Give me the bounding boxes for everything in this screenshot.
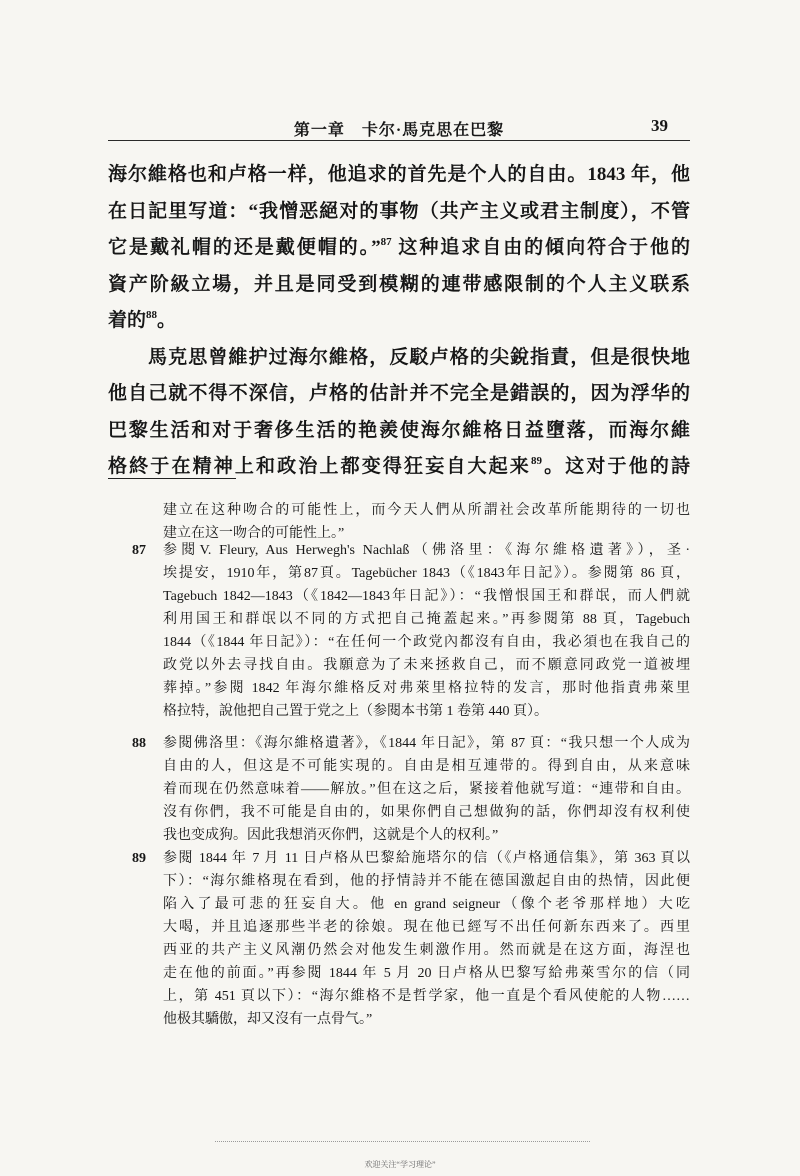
footnote-ref-89[interactable]: 89 [530,455,542,467]
footnote-line: 西亚的共产主义风潮仍然会对他发生刺激作用。然而就是在这方面，海涅也 [163,943,690,958]
text-line [108,413,690,450]
footnote-line: 我也变成狗。因此我想消灭你們，这就是个人的权利。” [163,828,499,843]
footnote-line: 参閱佛洛里：《海尔維格遺著》，《1844 年日記》，第 87 頁：“我只想一个人成为 [163,736,690,751]
footnote-line: 参閱 1844 年 7 月 11 日卢格从巴黎給施塔尔的信（《卢格通信集》，第 363 頁以 [163,851,690,866]
running-header [108,113,690,141]
text-segment: 資产阶級立場，并且是同受到模糊的連带感限制的个人主义联系 [108,273,690,295]
footnote-line: 参閱V. Fleury, Aus Herwegh's Nachlaß（佛洛里：《海尔維格遺著》），圣· [163,543,690,558]
text-segment: 着的 [108,310,147,331]
page-number: 39 [651,116,668,135]
text-segment: 它是戴礼帽的还是戴便帽的。” [108,237,381,258]
scan-dotted-line [215,1141,590,1142]
chapter-title: 第一章 卡尔·馬克思在巴黎 [293,122,505,139]
text-line [108,376,690,413]
footnote-line: 利用国王和群氓以不同的方式把自己掩蓋起来。”再参閱第 88 頁，Tagebuch [163,612,690,627]
footnote-line: 葬掉。”参閱 1842 年海尔維格反对弗萊里格拉特的发言，那时他指責弗萊里 [163,681,690,696]
footnote-number: 87 [132,543,146,558]
text-line [108,194,690,231]
text-segment: 。 [157,310,177,331]
footnote-text [163,539,690,723]
footnote-line: 建立在这一吻合的可能性上。” [163,526,345,541]
footnote-separator [108,478,236,479]
footnote-line: 政党以外去寻找自由。我願意为了未来拯救自己，而不願意同政党一道被埋 [163,658,690,673]
main-text [108,157,690,486]
footnote-line: 埃提安，1910年，第87頁。Tagebücher 1843（《1843年日記》）。参閱第 86 頁， [163,566,690,581]
text-segment: 馬克思曾維护过海尔維格，反駁卢格的尖銳指責，但是很快地 [148,346,690,368]
text-segment: 在日記里写道：“我憎恶絕对的事物（共产主义或君主制度），不管 [108,200,690,222]
footnote-line: 走在他的前面。”再参閱 1844 年 5 月 20 日卢格从巴黎写給弗萊雪尔的信（同 [163,966,690,981]
footnote-line: 格拉特，說他把自己置于党之上（参閱本书第 1 卷第 440 頁）。 [163,704,548,719]
footnote-text [163,847,690,1031]
text-line [108,157,690,194]
text-line [108,267,690,304]
footnote-line: 陷入了最可悲的狂妄自大。他 en grand seigneur（像个老爷那样地）大吃 [163,897,690,912]
watermark-text: 欢迎关注“学习理论” [364,1160,436,1169]
footnote-number: 89 [132,851,146,866]
footnote-ref-87[interactable]: 87 [380,236,392,248]
text-segment: 海尔維格也和卢格一样，他追求的首先是个人的自由。1843 年，他 [108,164,690,185]
text-line [108,303,690,340]
text-line [108,230,690,267]
footnote-number: 88 [132,736,146,751]
text-segment: 他自己就不得不深信，卢格的估計并不完全是錯誤的，因为浮华的 [108,383,690,404]
text-segment: 。这对于他的詩 [541,456,690,477]
footnote-line: 着而现在仍然意味着——解放。”但在这之后，紧接着他就写道：“連带和自由。 [163,782,690,797]
footnote-line: 建立在这种吻合的可能性上，而今天人們从所謂社会改革所能期待的一切也 [163,503,690,518]
text-line [108,449,690,486]
text-segment: 这种追求自由的傾向符合于他的 [391,237,690,258]
footnote-line: 他极其驕傲，却又沒有一点骨气。” [163,1012,373,1027]
footnote-line: 沒有你們，我不可能是自由的，如果你們自己想做狗的話，你們却沒有权利使 [163,805,690,820]
footnote-line: 大喝，并且追逐那些半老的徐娘。現在他已經写不出任何新东西来了。西里 [163,920,690,935]
footnote-line: Tagebuch 1842—1843（《1842—1843年日記》）：“我憎恨国王和群氓，而人們就 [163,589,690,604]
footnote-line: 自由的人，但这是不可能实現的。自由是相互連带的。得到自由，从来意味 [163,759,690,774]
footnote-line: 1844（《1844 年日記》）：“在任何一个政党內都沒有自由，我必須也在我自己的 [163,635,690,650]
text-segment: 巴黎生活和对于奢侈生活的艳羨使海尔維格日益墮落，而海尔維 [108,419,690,441]
footnote-ref-88[interactable]: 88 [146,309,158,321]
footnote-line: 下）：“海尔維格現在看到，他的抒情詩并不能在德国激起自由的热情，因此便 [163,874,690,889]
footnote-line: 上，第 451 頁以下）：“海尔維格不是哲学家，他一直是个看风使舵的人物…… [163,989,690,1004]
text-segment: 格終于在精神上和政治上都变得狂妄自大起来 [108,456,531,477]
footnote-text [163,732,690,847]
text-line [108,340,690,377]
